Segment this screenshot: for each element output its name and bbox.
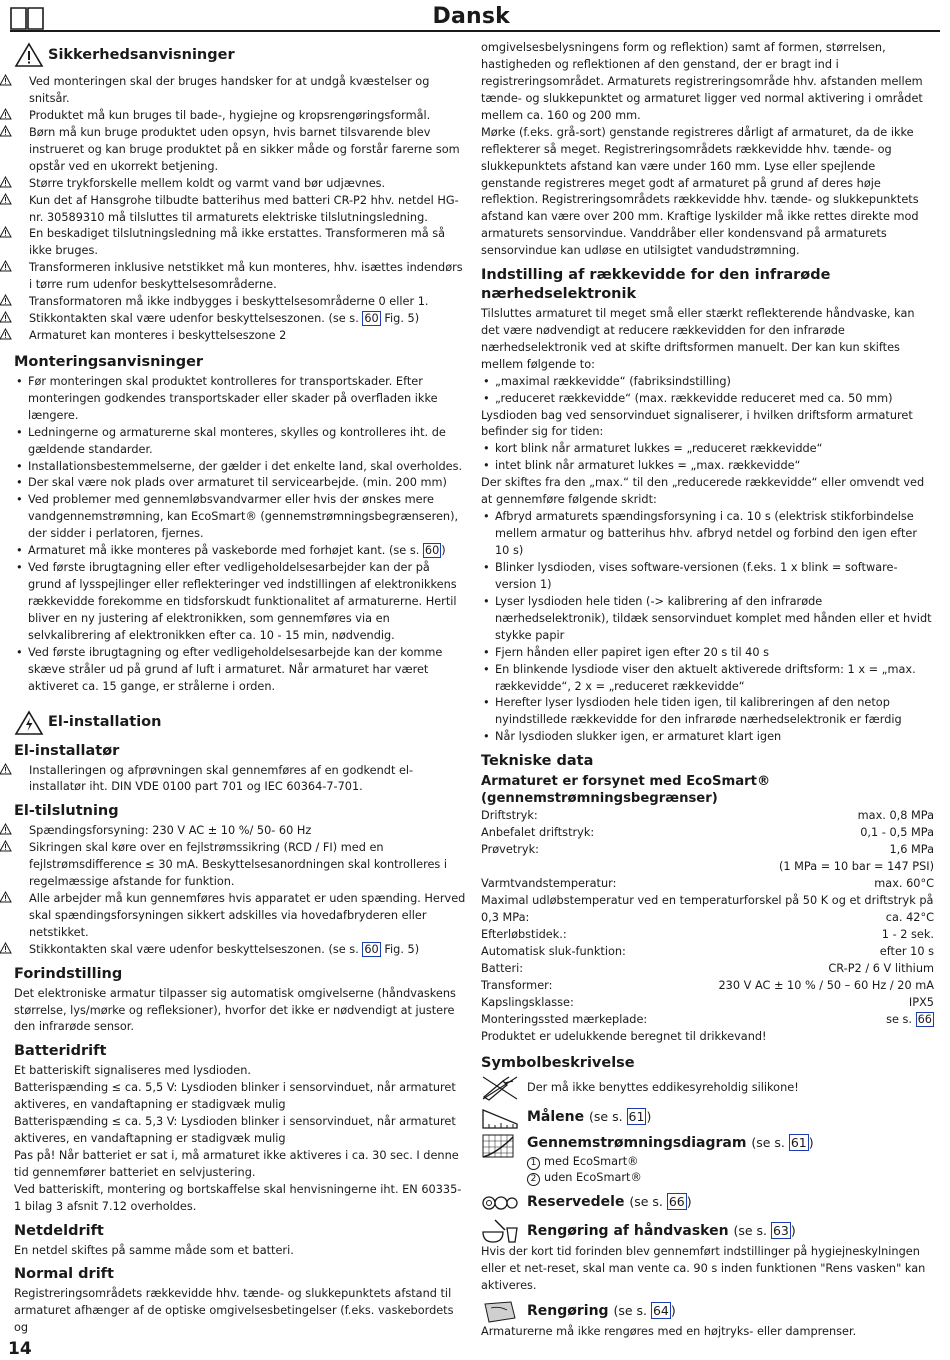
spec-row: Anbefalet driftstryk: 0,1 - 0,5 MPa: [481, 826, 934, 840]
page-link[interactable]: 66: [917, 1012, 932, 1026]
flow-diagram-label: Gennemstrømningsdiagram (se s. 61 ): [527, 1135, 814, 1152]
list-item: • „maximal rækkevidde“ (fabriksindstilling): [481, 374, 934, 391]
safety-item: Ved monteringen skal der bruges handsker for at undgå kvæstelser og snitsår.: [14, 74, 466, 108]
safety-heading-row: [14, 42, 466, 68]
range-text: Lysdioden bag ved sensorvinduet signaliserer, i hvilken driftsform armaturet befinder sig for tiden:: [481, 408, 913, 439]
symbol-row: [481, 1104, 934, 1130]
safety-item: Transformatoren må ikke indbygges i beskyttelsesområderne 0 eller 1.: [14, 294, 466, 311]
warning-icon: [14, 74, 27, 86]
cleaning-label: Rengøring (se s. 64 ): [527, 1302, 676, 1319]
spec-row: Automatisk sluk-funktion: efter 10 s: [481, 944, 934, 958]
basin-cleaning-label: Rengøring af håndvasken (se s. 63 ): [527, 1222, 796, 1239]
warning-icon: [14, 125, 27, 137]
page-link[interactable]: 63: [772, 1222, 789, 1238]
silicone-gun-icon: [481, 1075, 519, 1101]
warning-icon: [14, 108, 27, 120]
list-item: • Før monteringen skal produktet kontrolleres for transportskader. Efter monteringen godkendes transportskader eller skader på overfladen ikke længere.: [14, 374, 466, 425]
range-modes-list: [481, 374, 934, 408]
safety-item: Kun det af Hansgrohe tilbudte batterihus med batteri CR-P2 hhv. netdel HG-nr. 30589310 må tilsluttes til armaturets elektriske tilslutningsledning.: [14, 193, 466, 227]
tech-subheading: Armaturet er forsynet med EcoSmart® (gennemstrømningsbegrænser): [481, 774, 771, 807]
symbol-row: [481, 1298, 934, 1324]
page-link[interactable]: 60: [364, 312, 379, 326]
list-item: • Lyser lysdioden hele tiden (-> kalibrering af den infrarøde nærhedselektronik), tildæk sensorvinduet komplet med hånden eller et hvidt stykke papir: [481, 594, 934, 645]
symbol-row: [481, 1218, 934, 1244]
list-item: • intet blink når armaturet lukkes = „max. rækkevidde“: [481, 458, 934, 475]
warning-icon: [14, 176, 27, 188]
battery-text: Pas på! Når batteriet er sat i, må armaturet ikke aktiveres i ca. 30 sec. I denne tid gennemfører batteriet en selvjustering.: [14, 1148, 459, 1179]
warning-icon: [14, 328, 27, 340]
el-connection-item: Spændingsforsyning: 230 V AC ± 10 %/ 50- 60 Hz: [14, 823, 466, 840]
cleaning-cloth-icon: [481, 1298, 519, 1324]
range-text: Der skiftes fra den „max.“ til den „reducerede rækkevidde“ eller omvendt ved at gennemføre følgende skridt:: [481, 476, 925, 507]
list-item: • Armaturet må ikke monteres på vaskeborde med forhøjet kant. (se s. 60 ): [14, 543, 466, 560]
list-item: • Ved første ibrugtagning eller efter vedligeholdelsesarbejder kan der på grund af lysspejlinger eller reflekteringer ved indstillingen af elektronikkens rækkevidde forekomme en tidsforskudt funktionalitet af armaturerne. Hertil bliver en ny justering af elektronikken, som gennemføres via en selvkalibrering af elektronikken efter ca. 10 - 15 min, nødvendig.: [14, 560, 466, 645]
list-item: • kort blink når armaturet lukkes = „reduceret rækkevidde“: [481, 441, 934, 458]
symbol-row: [481, 1133, 934, 1186]
safety-item: En beskadiget tilslutningsledning må ikke erstattes. Transformeren må så ikke bruges.: [14, 226, 466, 260]
drinking-note: Produktet er udelukkende beregnet til drikkevand!: [481, 1029, 767, 1043]
presetting-text: Det elektroniske armatur tilpasser sig automatisk omgivelserne (håndvaskens størrelse, lys/mørke og refleksioner), hvorfor det ikke er nødvendigt at justere den infrarøde sensor.: [14, 986, 456, 1034]
list-item: • „reduceret rækkevidde“ (max. rækkevidde reduceret med ca. 50 mm): [481, 391, 934, 408]
el-installer-item: Installeringen og afprøvningen skal gennemføres af en godkendt el-installatør iht. DIN VDE 0100 part 701 og IEC 60364-7-701.: [14, 763, 466, 797]
battery-heading: Batteridrift: [14, 1043, 107, 1060]
page-link[interactable]: 66: [668, 1193, 685, 1209]
page-number: 14: [8, 1339, 32, 1359]
safety-item: Transformeren inklusive netstikket må kun monteres, hhv. isættes indendørs i tørre rum udenfor beskyttelsesområderne.: [14, 260, 466, 294]
warning-icon: [14, 891, 27, 903]
list-item: • En blinkende lysdiode viser den aktuelt aktiverede driftsform: 1 x = „max. rækkevidde“, 2 x = „reduceret rækkevidde“: [481, 662, 934, 696]
page-link[interactable]: 60: [424, 544, 440, 558]
list-item: • Installationsbestemmelserne, der gælder i det enkelte land, skal overholdes.: [14, 459, 466, 476]
mains-section: [14, 1222, 466, 1260]
flow-diagram-icon: [481, 1133, 519, 1159]
spare-parts-label: Reservedele (se s. 66 ): [527, 1193, 692, 1210]
warning-icon: [14, 226, 27, 238]
spec-line: Maximal udløbstemperatur ved en temperaturforskel på 50 K og et driftstryk på: [481, 894, 934, 908]
range-signals-list: [481, 441, 934, 475]
mounting-list: [14, 374, 466, 696]
presetting-heading: Forindstilling: [14, 965, 123, 982]
spare-parts-icon: [481, 1189, 519, 1215]
warning-icon: [14, 193, 27, 205]
warning-icon: [14, 823, 27, 835]
tech-heading: Tekniske data: [481, 753, 594, 770]
list-item: • Fjern hånden eller papiret igen efter 20 s til 40 s: [481, 645, 934, 662]
mains-text: En netdel skiftes på samme måde som et batteri.: [14, 1243, 294, 1257]
tech-section: [481, 752, 934, 1045]
range-heading: Indstilling af rækkevidde for den infrarøde nærhedselektronik: [481, 267, 831, 303]
flow-legend-item: 1 med EcoSmart®: [527, 1154, 814, 1170]
symbols-heading: Symbolbeskrivelse: [481, 1054, 635, 1071]
ruler-icon: [481, 1104, 519, 1130]
safety-item: Stikkontakten skal være udenfor beskyttelseszonen. (se s. 60 Fig. 5): [14, 311, 466, 328]
page-header: [0, 0, 950, 36]
basin-cleaning-text: Hvis der kort tid forinden blev gennemført indstillinger på hygiejneskylningen eller et net-reset, skal man vente ca. 90 s inden funktionen "Rens vasken" kan aktiveres.: [481, 1245, 926, 1293]
warning-icon: [14, 260, 27, 272]
battery-text: Et batteriskift signaliseres med lysdioden.: [14, 1064, 251, 1078]
list-item: • Blinker lysdioden, vises software-versionen (f.eks. 1 x blink = software-version 1): [481, 560, 934, 594]
book-icon: [9, 5, 45, 31]
header-rule: [10, 30, 940, 32]
el-installation-heading-row: [14, 710, 466, 736]
el-connection-item: Stikkontakten skal være udenfor beskyttelseszonen. (se s. 60 Fig. 5): [14, 942, 466, 959]
mounting-section: [14, 353, 466, 696]
normal-section: [14, 1265, 466, 1337]
warning-icon: [14, 763, 27, 775]
spec-row: Varmtvandstemperatur: max. 60°C: [481, 877, 934, 891]
el-installation-heading: El-installation: [48, 714, 162, 731]
warning-icon: [14, 311, 27, 323]
symbol-text: Der må ikke benyttes eddikesyreholdig silikone!: [527, 1080, 799, 1094]
range-steps-list: [481, 509, 934, 746]
list-item: • Herefter lyser lysdioden hele tiden igen, til kalibreringen af den netop nyindstillede rækkevidde for den infrarøde nærhedselektronik er færdig: [481, 695, 934, 729]
symbol-row: [481, 1189, 934, 1215]
flow-legend: [527, 1154, 814, 1186]
spec-row: Monteringssted mærkeplade: se s. 66: [481, 1012, 932, 1026]
warning-icon: [14, 294, 27, 306]
battery-section: [14, 1042, 466, 1215]
normal-text: Registreringsområdets rækkevidde hhv. tænde- og slukkepunktets afstand til armaturet afhænger af de optiske omgivelsesbetingelser (f.eks. vaskebordets og: [14, 1287, 454, 1335]
spec-row: Prøvetryk: 1,6 MPa: [481, 843, 934, 857]
warning-icon: [14, 840, 27, 852]
battery-text: Batterispænding ≤ ca. 5,3 V: Lysdioden blinker i sensorvinduet, når armaturet aktiveres, en vandaftapning er stadigvæk mulig: [14, 1115, 456, 1145]
el-connection-section: [14, 802, 466, 958]
dimensions-label: Målene (se s. 61 ): [527, 1108, 652, 1125]
list-item: • Når lysdioden slukker igen, er armaturet klart igen: [481, 729, 934, 746]
el-connection-item: Sikringen skal køre over en fejlstrømssikring (RCD / FI) med en fejlstrømsdifference ≤ 30 mA. Beskyttelsesanordningen skal kontrolleres i regelmæssige afstande for funktion.: [14, 840, 466, 891]
list-item: • Der skal være nok plads over armaturet til servicearbejde. (min. 200 mm): [14, 475, 466, 492]
symbols-section: [481, 1054, 934, 1342]
safety-item: Børn må kun bruge produktet uden opsyn, hvis barnet tilsvarende blev instrueret og kan bruge produktet på en sikker måde og forstår farerne som opstår ved en ukorrekt betjening.: [14, 125, 466, 176]
safety-item: Større trykforskelle mellem koldt og varmt vand bør udjævnes.: [14, 176, 466, 193]
right-column: [481, 40, 934, 1341]
safety-heading: Sikkerhedsanvisninger: [48, 46, 235, 63]
safety-item: Produktet må kun bruges til bade-, hygiejne og kropsrengøringsformål.: [14, 108, 466, 125]
list-item: • Ved første ibrugtagning og efter vedligeholdelsesarbejde kan der komme skæve stråler ud på grund af luft i armaturet. Når armaturet har været aktiveret ca. 15 gange, er strålerne i orden.: [14, 645, 466, 696]
el-connection-item: Alle arbejder må kun gennemføres hvis apparatet er uden spænding. Herved skal spændingsforsyningen sikkert adskilles via hovedafbryderen eller netstikket.: [14, 891, 466, 942]
spec-row: Transformer: 230 V AC ± 10 % / 50 – 60 Hz / 20 mA: [481, 978, 934, 992]
spec-row: 0,3 MPa: ca. 42°C: [481, 911, 934, 925]
page-link[interactable]: 60: [364, 942, 379, 956]
basin-cleaning-icon: [481, 1218, 519, 1244]
page-title: Dansk: [432, 4, 510, 29]
electric-warning-icon: [14, 710, 44, 736]
spec-row: Kapslingsklasse: IPX5: [481, 995, 934, 1009]
normal-text-cont: Mørke (f.eks. grå-sort) genstande registreres dårligt af armaturet, da de ikke reflekterer så meget. Registreringsområdets rækkevidde hhv. tænde- og slukkepunktets afstand kan være under 160 mm. Lyse eller spejlende genstande registreres meget godt af armaturet på grund af deres høje reflektion. Registreringsområdets rækkevidde hhv. tænde- og slukkepunktets afstand kan være over 200 mm. Kraftige lyskilder må ikke rettes direkte mod armaturets sensorvindue. Vanddråber eller kondensvand på armaturets sensorvindue kan udløse en utilsigtet vandudstrømning.: [481, 125, 919, 258]
el-connection-heading: El-tilslutning: [14, 803, 119, 820]
page-link[interactable]: 64: [652, 1302, 669, 1318]
list-item: • Ledningerne og armaturerne skal monteres, skylles og kontrolleres iht. de gældende standarder.: [14, 425, 466, 459]
page-link[interactable]: 61: [628, 1108, 645, 1124]
symbol-row: [481, 1075, 934, 1101]
flow-legend-item: 2 uden EcoSmart®: [527, 1170, 814, 1186]
warning-icon: [14, 942, 27, 954]
spec-row: Efterløbstidek.: 1 - 2 sek.: [481, 927, 934, 941]
spec-row: (1 MPa = 10 bar = 147 PSI): [778, 860, 934, 874]
list-item: • Afbryd armaturets spændingsforsyning i ca. 10 s (elektrisk stikforbindelse mellem armatur og batterihus hhv. afbryd netdel og forbind den igen efter 10 s): [481, 509, 934, 560]
battery-text: Batterispænding ≤ ca. 5,5 V: Lysdioden blinker i sensorvinduet, når armaturet aktiveres, en vandaftapning er stadigvæk mulig: [14, 1081, 456, 1112]
battery-text: Ved batteriskift, montering og bortskaffelse skal henvisningerne iht. EN 60335-1 bilag 3 afsnit 7.12 overholdes.: [14, 1182, 462, 1213]
page-link[interactable]: 61: [790, 1135, 807, 1151]
el-installer-heading: El-installatør: [14, 742, 120, 759]
normal-heading: Normal drift: [14, 1266, 114, 1283]
warning-icon: [14, 42, 44, 68]
safety-list: [14, 74, 466, 345]
range-section: [481, 266, 934, 746]
el-installer-section: [14, 742, 466, 797]
mounting-heading: Monteringsanvisninger: [14, 354, 204, 370]
spec-row: Driftstryk: max. 0,8 MPa: [481, 809, 934, 823]
presetting-section: [14, 965, 466, 1037]
left-column: [14, 40, 466, 1337]
mains-heading: Netdeldrift: [14, 1222, 104, 1239]
cleaning-text: Armaturerne må ikke rengøres med en højtryks- eller damprenser.: [481, 1325, 857, 1339]
normal-text-cont: omgivelsesbelysningens form og reflektion) samt af formen, størrelsen, hastigheden og reflektionen af den genstand, der er bragt ind i registreringsområdet. Armaturets registreringsområde hhv. afstanden mellem tænde- og slukkepunktet og armaturet ligger ved normal aktivering i området mellem ca. 160 og 200 mm.: [481, 41, 923, 122]
list-item: • Ved problemer med gennemløbsvandvarmer eller hvis der ønskes mere vandgennemstrømning, kan EcoSmart® (gennemstrømningsbegrænseren), der sidder i perlatoren, fjernes.: [14, 492, 466, 543]
spec-row: Batteri: CR-P2 / 6 V lithium: [481, 961, 934, 975]
safety-item: Armaturet kan monteres i beskyttelseszone 2: [14, 328, 466, 345]
range-text: Tilsluttes armaturet til meget små eller stærkt reflekterende håndvaske, kan det være nødvendigt at reducere rækkevidden for den infrarøde nærhedselektronik ved at skifte driftsformen manuelt. Der kan kun skiftes mellem følgende to:: [481, 306, 915, 371]
